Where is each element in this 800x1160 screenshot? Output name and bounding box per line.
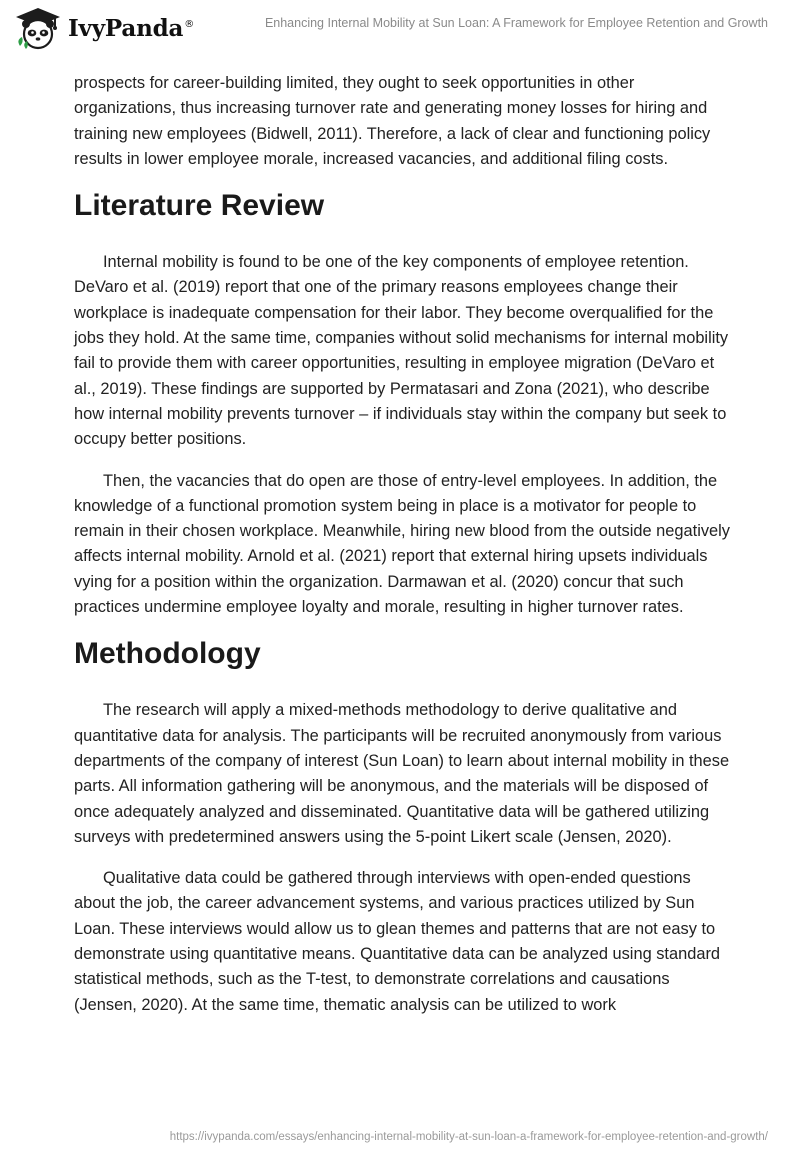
registered-mark: ® xyxy=(184,18,194,30)
paragraph: Qualitative data could be gathered through interviews with open-ended questions about the job, the career advancement systems, and various practices utilized by Sun Loan. These interviews would allow us to glean themes and patterns that are not easy to demonstrate using quantitative means. Quantitative data can be analyzed using standard statistical methods, such as the T-test, to demonstrate correlations and causations (Jensen, 2020). At the same time, thematic analysis can be utilized to work xyxy=(74,869,721,1014)
section-heading-literature-review: Literature Review xyxy=(74,189,325,223)
ivypanda-logo[interactable] xyxy=(14,6,194,50)
source-url[interactable]: https://ivypanda.com/essays/enhancing-internal-mobility-at-sun-loan-a-framework-for-employee-retention-and-growth/ xyxy=(169,1131,768,1143)
essay-content xyxy=(74,71,734,1034)
intro-paragraph: prospects for career-building limited, they ought to seek opportunities in other organizations, thus increasing turnover rate and generating money losses for hiring and training new employees (Bidwell, 2011). Therefore, a lack of clear and functioning policy results in lower employee morale, increased vacancies, and additional filing costs. xyxy=(74,74,711,168)
section-heading-methodology: Methodology xyxy=(74,637,261,671)
page-header xyxy=(0,0,800,60)
panda-graduate-icon xyxy=(14,6,62,50)
brand-name: IvyPanda® xyxy=(68,14,194,42)
paragraph: Then, the vacancies that do open are those of entry-level employees. In addition, the knowledge of a functional promotion system being in place is a motivator for people to remain in their chosen workplace. Meanwhile, hiring new blood from the outside negatively affects internal mobility. Arnold et al. (2021) report that external hiring upsets individuals vying for a position within the organization. Darmawan et al. (2020) concur that such practices undermine employee loyalty and morale, resulting in higher turnover rates. xyxy=(74,471,730,617)
document-title: Enhancing Internal Mobility at Sun Loan: A Framework for Employee Retention and Growth xyxy=(264,16,768,30)
paragraph: The research will apply a mixed-methods methodology to derive qualitative and quantitative data for analysis. The participants will be recruited anonymously from various departments of the company of interest (Sun Loan) to learn about internal mobility in these parts. All information gathering will be anonymous, and the materials will be disposed of once adequately analyzed and disseminated. Quantitative data will be gathered utilizing surveys with predetermined answers using the 5-point Likert scale (Jensen, 2020). xyxy=(74,701,730,846)
paragraph: Internal mobility is found to be one of the key components of employee retention. DeVaro et al. (2019) report that one of the primary reasons employees change their workplace is inadequate compensation for their labor. They become overqualified for the jobs they hold. At the same time, companies without solid mechanisms for internal mobility fail to provide them with career opportunities, resulting in employee migration (DeVaro et al., 2019). These findings are supported by Permatasari and Zona (2021), who describe how internal mobility prevents turnover – if individuals stay within the company but seek to occupy better positions. xyxy=(74,253,729,449)
